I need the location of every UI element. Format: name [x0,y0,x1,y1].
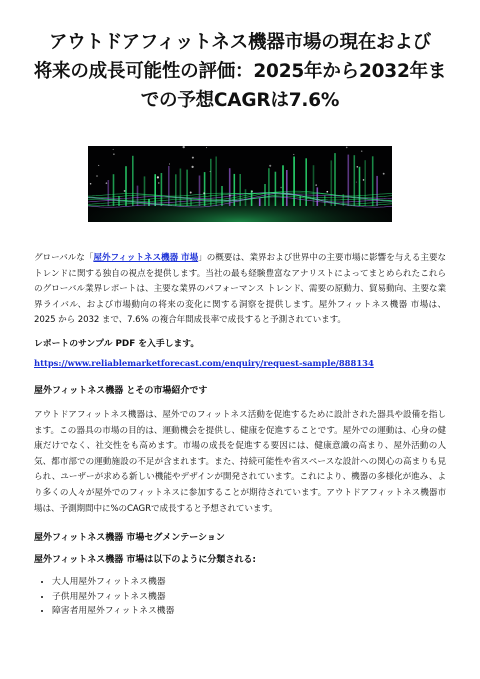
hero-sparkle [157,176,159,178]
hero-sparkle [361,150,362,151]
hero-sparkle [96,175,98,177]
hero-bar [234,174,236,206]
hero-sparkle [346,147,348,149]
overview-paragraph: アウトドアフィットネス機器は、屋外でのフィットネス活動を促進するために設計された器具や設備を指します。この器具の市場の目的は、運動機会を提供し、健康を促進することです。屋外での運動は、心身の健康だけでなく、社交性をも高めます。市場の成長を促進する要因には、健康意識の高まり、屋外活動の人気、都市部での運動施設の不足が含まれます。また、持続可能性や省スペースな設計への関心の高まりも見られ、ユーザーが求める新しい機能やデザインが開発されています。これにより、機器の多様化が進み、より多くの人々が屋外でのフィットネスに参加することが期待されています。アウトドアフィットネス機器市場は、予測期間中に%のCAGRで成長すると予想されています。 [34,409,446,514]
segmentation-heading: 屋外フィットネス機器 市場セグメンテーション [34,533,225,544]
hero-bar [313,165,315,206]
hero-bar [180,169,182,207]
hero-sparkle [192,157,194,159]
hero-image [88,146,392,222]
hero-bar [359,167,361,206]
hero-sparkle [293,154,294,155]
hero-bar [259,198,261,206]
hero-sparkle [363,179,365,181]
hero-bar [113,174,115,206]
hero-sparkle [229,195,231,197]
hero-sparkle [357,166,359,168]
hero-sparkle [169,164,170,165]
title-line-3: での予想CAGRは7.6% [140,90,340,111]
intro-prefix: グローバルな「 [34,253,94,263]
hero-sparkle [326,191,328,193]
hero-sparkle [206,147,207,148]
hero-sparkle [98,165,99,166]
hero-sparkle [383,173,385,175]
document-body [34,251,446,618]
hero-bar [282,165,284,206]
hero-bar [210,159,212,206]
hero-sparkle [210,171,211,172]
classification-list [34,575,446,618]
title-line-1: アウトドアフィットネス機器市場の現在および [48,32,432,53]
hero-sparkle [269,165,271,167]
sample-heading: レポートのサンプル PDF を入手します。 [34,338,200,349]
hero-bar [199,176,201,207]
hero-bar [175,174,177,206]
hero-bar [204,172,206,206]
list-item: • 障害者用屋外フィットネス機器 [52,604,446,618]
hero-bar [334,153,336,206]
hero-sparkle [251,190,253,192]
hero-sparkle [106,182,108,184]
hero-sparkle [113,149,114,150]
intro-paragraph [34,251,446,329]
hero-sparkle [191,166,193,168]
title-line-2: 将来の成長可能性の評価：2025年から2032年ま [33,61,447,82]
overview-heading: 屋外フィットネス機器 とその市場紹介です [34,385,208,396]
hero-bar [239,174,241,206]
hero-bar [286,170,288,206]
sample-link[interactable]: https://www.reliablemarketforecast.com/enquiry/request-sample/888134 [34,357,374,368]
hero-bar [161,173,163,206]
hero-bar [354,155,356,206]
hero-bar [137,186,139,206]
hero-sparkle [315,184,317,186]
page-title [20,28,460,115]
hero-bar [317,187,319,206]
list-item: • 子供用屋外フィットネス機器 [52,590,446,604]
hero-bar [305,158,307,206]
hero-sparkle [90,183,92,185]
hero-bar [275,172,277,206]
hero-sparkle [203,192,205,194]
hero-bar [108,180,110,206]
hero-sparkle [183,146,185,148]
hero-bar [376,176,378,206]
hero-sparkle [113,153,115,155]
hero-bar [268,168,270,206]
hero-bar [215,157,217,207]
market-link[interactable]: 屋外フィットネス機器 市場 [93,253,199,263]
hero-sparkle [190,192,192,194]
list-item: • 大人用屋外フィットネス機器 [52,575,446,589]
hero-sparkle [356,182,357,183]
classification-heading: 屋外フィットネス機器 市場は以下のように分類される: [34,555,256,566]
hero-bar [348,155,350,206]
hero-bar [186,170,188,206]
hero-bar [221,186,223,206]
hero-bar [331,160,333,206]
hero-bar [132,156,134,206]
hero-sparkle [158,182,159,183]
intro-text: 」の概要は、業界および世界中の主要市場に影響を与える主要なトレンドに関する独自の視点を提供します。当社の最も経験豊富なアナリストによってまとめられたこれらのグローバル業界レポートは、主要な業界のパフォーマンス トレンド、需要の原動力、貿易動向、主要な業界ライバル、および市場動向の将来の変化に関する洞察を提供します。屋外フィットネス機器 市場は、2025 から 2032 まで、7.6% の複合年間成長率で成長すると予測されています。 [34,253,446,326]
hero-graphic [88,146,392,222]
hero-sparkle [280,187,282,189]
hero-sparkle [124,190,126,192]
